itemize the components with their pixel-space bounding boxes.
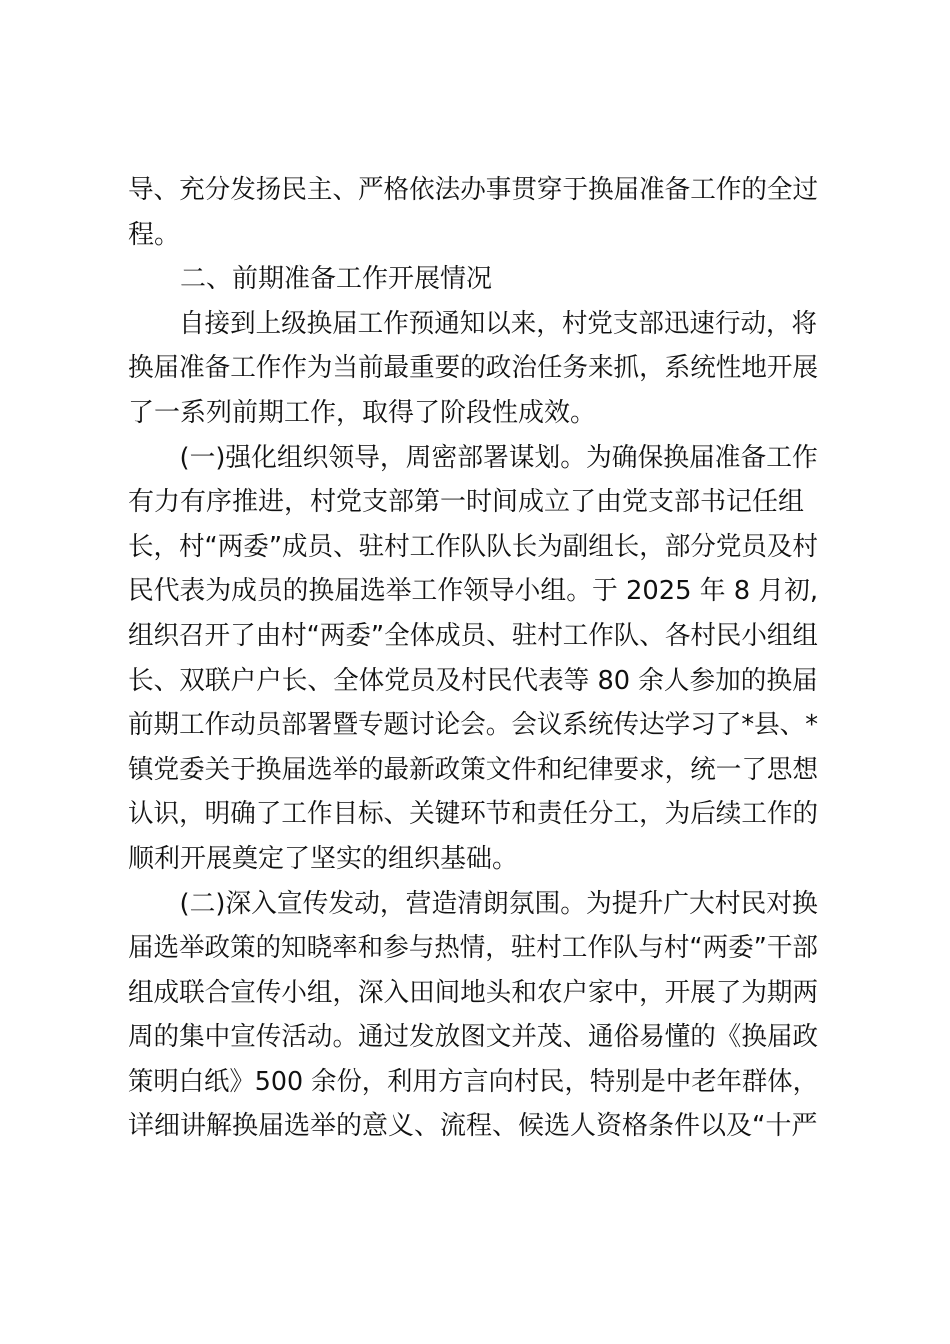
- text-line: 组织召开了由村“两委”全体成员、驻村工作队、各村民小组组: [128, 620, 818, 651]
- text-line: 了一系列前期工作，取得了阶段性成效。: [128, 397, 597, 428]
- text-line: 前期工作动员部署暨专题讨论会。会议系统传达学习了*县、*: [128, 710, 819, 741]
- text-line: 自接到上级换届工作预通知以来，村党支部迅速行动，将: [179, 308, 818, 339]
- text-line: 顺利开展奠定了坚实的组织基础。: [128, 843, 519, 874]
- text-line: 策明白纸》500 余份，利用方言向村民，特别是中老年群体，: [128, 1066, 818, 1097]
- text-line: 民代表为成员的换届选举工作领导小组。于 2025 年 8 月初,: [128, 576, 819, 607]
- text-line: (二)深入宣传发动，营造清朗氛围。为提升广大村民对换: [179, 888, 818, 919]
- document-body: [128, 168, 818, 1149]
- text-line: 有力有序推进，村党支部第一时间成立了由党支部书记任组: [128, 487, 805, 518]
- text-line: (一)强化组织领导，周密部署谋划。为确保换届准备工作: [179, 442, 818, 473]
- text-line: 详细讲解换届选举的意义、流程、候选人资格条件以及“十严: [128, 1111, 818, 1142]
- text-line: 组成联合宣传小组，深入田间地头和农户家中，开展了为期两: [128, 977, 819, 1008]
- text-line: 程。: [128, 219, 181, 250]
- text-line: 换届准备工作作为当前最重要的政治任务来抓，系统性地开展: [128, 353, 819, 384]
- text-line: 镇党委关于换届选举的最新政策文件和纪律要求，统一了思想: [128, 754, 819, 785]
- text-line: 认识，明确了工作目标、关键环节和责任分工，为后续工作的: [128, 799, 819, 830]
- text-line: 导、充分发扬民主、严格依法办事贯穿于换届准备工作的全过: [128, 175, 819, 205]
- text-line: 周的集中宣传活动。通过发放图文并茂、通俗易懂的《换届政: [128, 1022, 819, 1053]
- text-line: 长，村“两委”成员、驻村工作队队长为副组长，部分党员及村: [128, 531, 818, 562]
- text-line: 长、双联户户长、全体党员及村民代表等 80 余人参加的换届: [128, 665, 818, 696]
- section-heading: 二、前期准备工作开展情况: [180, 264, 493, 295]
- text-line: 届选举政策的知晓率和参与热情，驻村工作队与村“两委”干部: [128, 933, 818, 964]
